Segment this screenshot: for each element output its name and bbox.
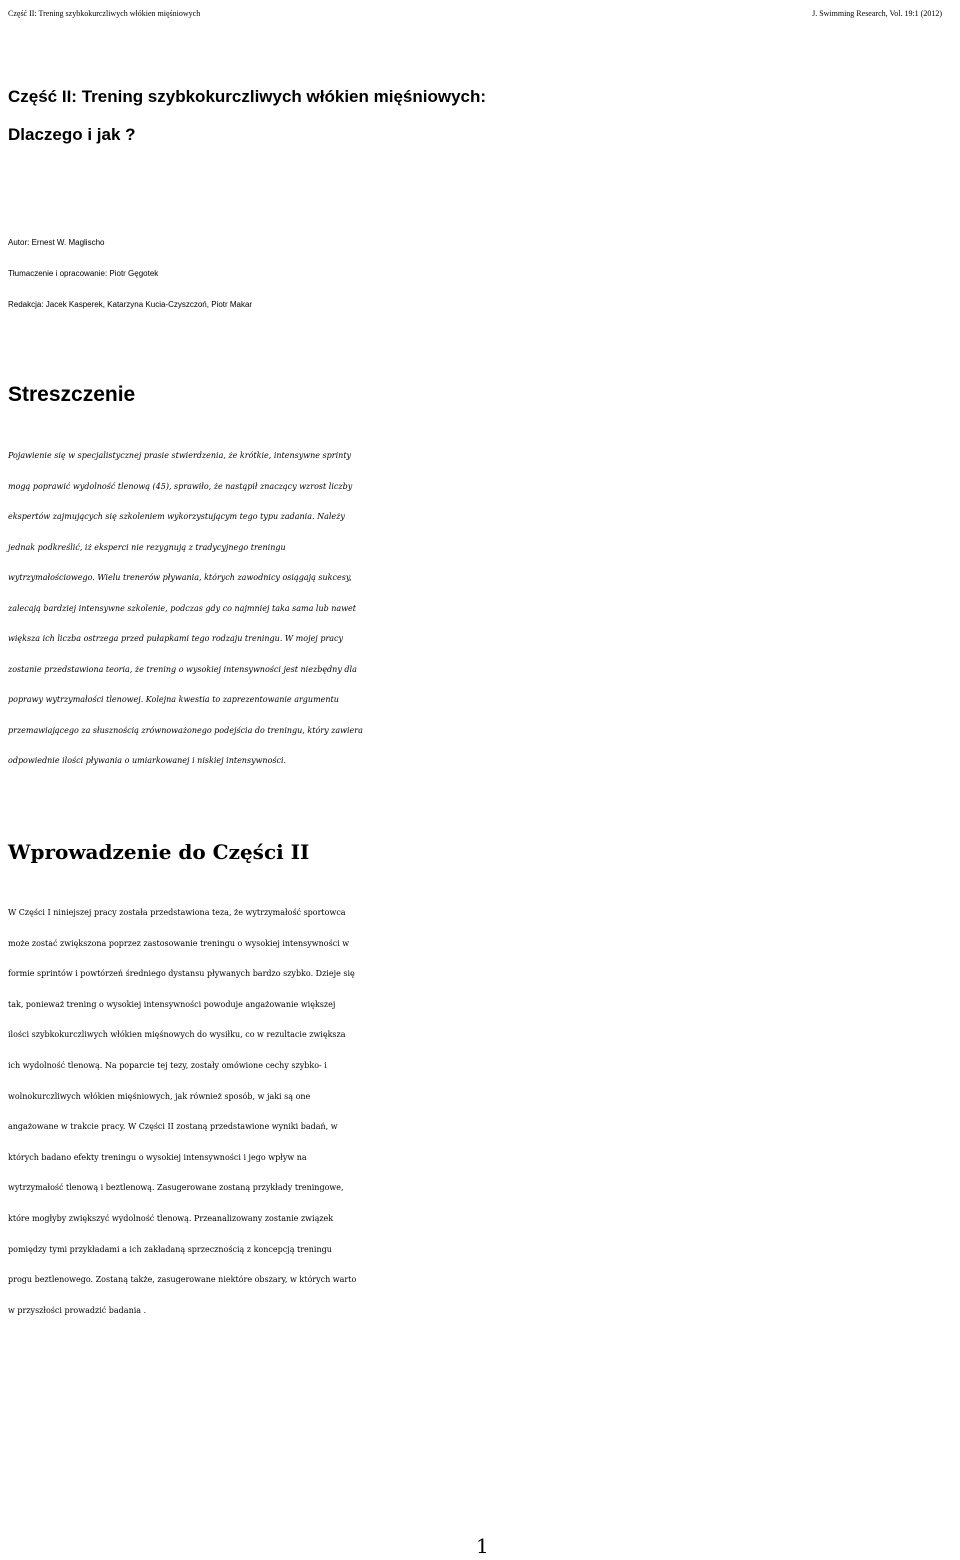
translation-line: Tłumaczenie i opracowanie: Piotr Gęgotek bbox=[8, 269, 159, 278]
abstract-line: mogą poprawić wydolność tlenową (45), sprawiło, że nastąpił znaczący wzrost liczby bbox=[8, 481, 353, 491]
abstract-line: większa ich liczba ostrzega przed pułapkami tego rodzaju treningu. W mojej pracy bbox=[8, 634, 344, 643]
intro-line: W Części I niniejszej pracy została przedstawiona teza, że wytrzymałość sportowca bbox=[8, 908, 346, 917]
running-header bbox=[8, 0, 952, 28]
abstract-text bbox=[8, 441, 958, 777]
running-header-title: Część II: Trening szybkokurczliwych włókien mięśniowych bbox=[8, 9, 201, 18]
intro-line: ilości szybkokurczliwych włókien mięśnowych do wysiłku, co w rezultacie zwiększa bbox=[8, 1030, 346, 1040]
article-title bbox=[8, 78, 952, 154]
intro-line: których badano efekty treningu o wysokiej intensywności i jego wpływ na bbox=[8, 1152, 307, 1162]
abstract-line: Pojawienie się w specjalistycznej prasie stwierdzenia, że krótkie, intensywne sprinty bbox=[8, 451, 352, 460]
intro-line: tak, ponieważ trening o wysokiej intensywności powoduje angażowanie większej bbox=[8, 999, 336, 1009]
abstract-line: przemawiającego za słusznością zrównoważonego podejścia do treningu, który zawiera bbox=[8, 725, 363, 735]
abstract-line: odpowiednie ilości pływania o umiarkowanej i niskiej intensywności. bbox=[8, 756, 287, 765]
editors-line: Redakcja: Jacek Kasperek, Katarzyna Kucia-Czyszczoń, Piotr Makar bbox=[8, 300, 253, 309]
intro-line: w przyszłości prowadzić badania . bbox=[8, 1305, 147, 1315]
abstract-line: zalecają bardziej intensywne szkolenie, podczas gdy co najmniej taka sama lub nawet bbox=[8, 603, 356, 613]
abstract-line: zostanie przedstawiona teoria, że trening o wysokiej intensywności jest niezbędny dla bbox=[8, 664, 357, 674]
abstract-line: poprawy wytrzymałości tlenowej. Kolejna kwestia to zaprezentowanie argumentu bbox=[8, 695, 339, 704]
intro-paragraph bbox=[8, 898, 960, 1326]
abstract-line: jednak podkreślić, iż eksperci nie rezygnują z tradycyjnego treningu bbox=[8, 542, 286, 552]
intro-line: formie sprintów i powtórzeń średniego dystansu pływanych bardzo szybko. Dzieje się bbox=[8, 969, 355, 979]
author-block bbox=[8, 227, 952, 320]
abstract-heading: Streszczenie bbox=[8, 383, 136, 406]
intro-line: angażowane w trakcie pracy. W Części II zostaną przedstawione wyniki badań, w bbox=[8, 1122, 338, 1132]
intro-line: pomiędzy tymi przykładami a ich zakładaną sprzecznością z koncepcją treningu bbox=[8, 1244, 332, 1254]
article-title-line: Dlaczego i jak ? bbox=[8, 125, 136, 144]
intro-line: ich wydolność tlenową. Na poparcie tej tezy, zostały omówione cechy szybko- i bbox=[8, 1060, 327, 1070]
intro-line: progu beztlenowego. Zostaną także, zasugerowane niektóre obszary, w których warto bbox=[8, 1275, 357, 1285]
intro-line: wytrzymałość tlenową i beztlenową. Zasugerowane zostaną przykłady treningowe, bbox=[8, 1183, 344, 1193]
author-line: Autor: Ernest W. Maglischo bbox=[8, 238, 105, 247]
page-number: 1 bbox=[476, 1534, 489, 1558]
article-title-line: Część II: Trening szybkokurczliwych włókien mięśniowych: bbox=[8, 87, 487, 106]
intro-line: może zostać zwiększona poprzez zastosowanie treningu o wysokiej intensywności w bbox=[8, 938, 350, 948]
intro-line: wolnokurczliwych włókien mięśniowych, jak również sposób, w jaki są one bbox=[8, 1091, 311, 1101]
abstract-line: ekspertów zajmujących się szkoleniem wykorzystującym tego typu zadania. Należy bbox=[8, 512, 345, 521]
section-heading-intro: Wprowadzenie do Części II bbox=[8, 840, 310, 864]
intro-line: które mogłyby zwiększyć wydolność tlenową. Przeanalizowany zostanie związek bbox=[8, 1213, 334, 1223]
abstract-line: wytrzymałościowego. Wielu trenerów pływania, których zawodnicy osiągają sukcesy, bbox=[8, 573, 352, 582]
running-header-journal: J. Swimming Research, Vol. 19:1 (2012) bbox=[812, 9, 942, 18]
